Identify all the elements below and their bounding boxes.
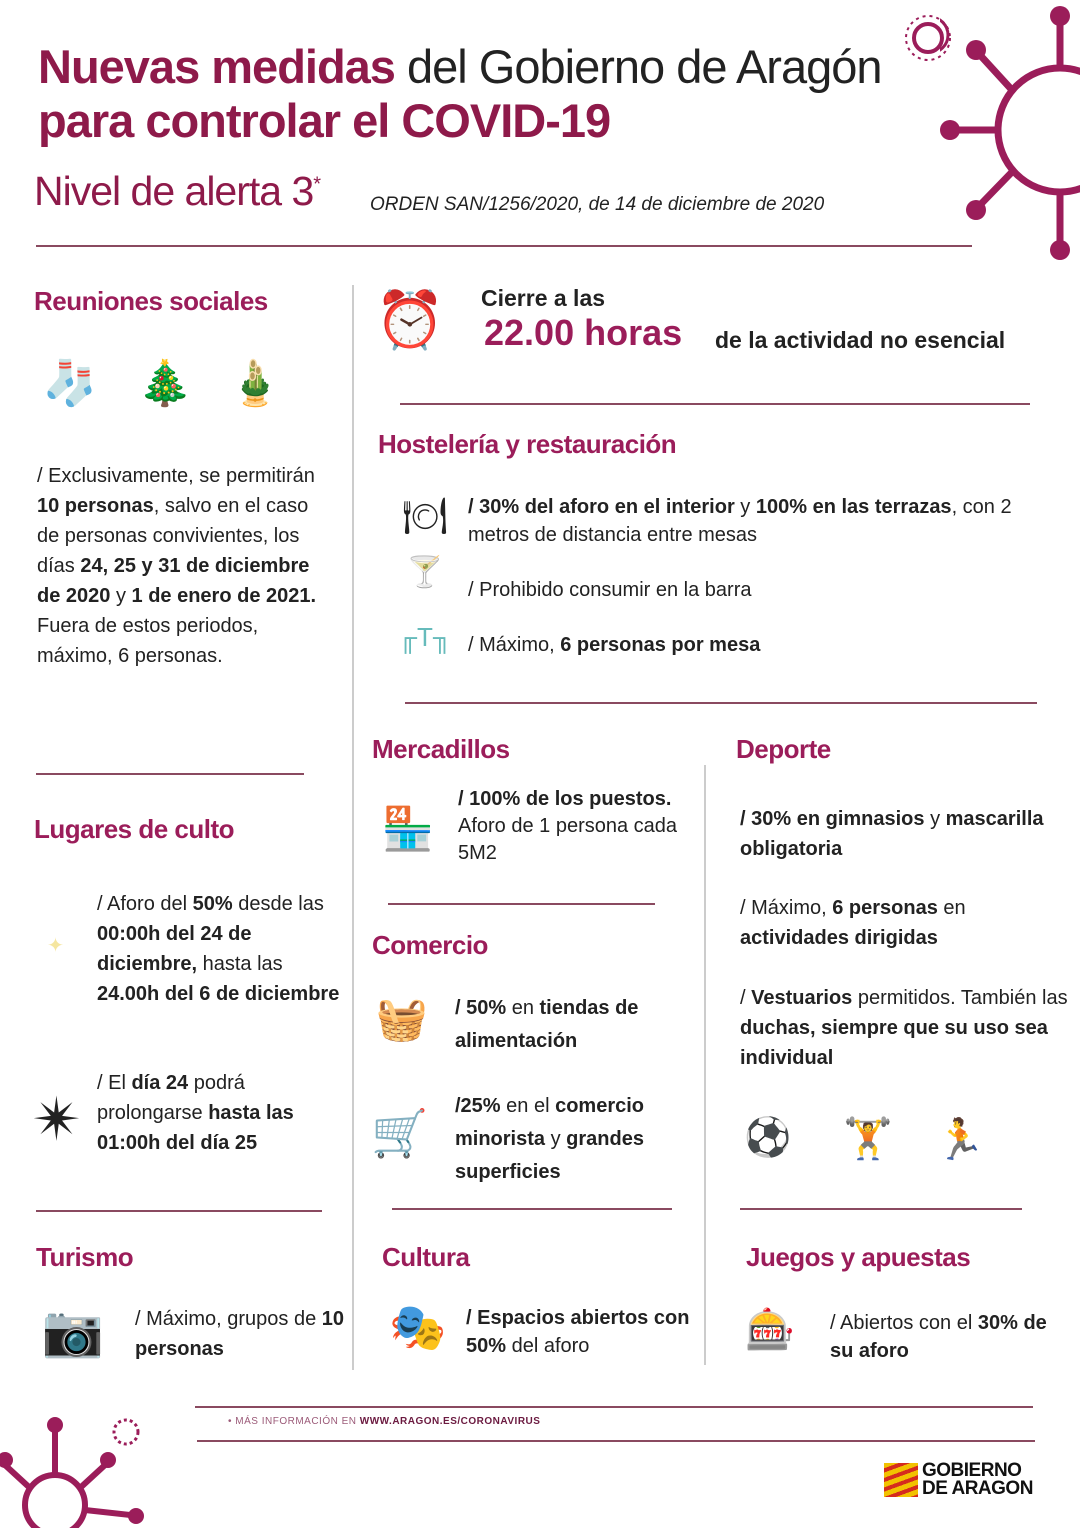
text-segment: duchas, siempre que su uso sea individual bbox=[740, 1017, 1048, 1069]
alarm-clock-icon: ⏰ bbox=[375, 288, 445, 351]
text-segment: 24, 25 y 31 de diciembre de 2020 bbox=[37, 555, 310, 607]
text-segment: permitidos. También las bbox=[852, 987, 1068, 1009]
text-segment: / Máximo, bbox=[740, 897, 833, 919]
culto-item-1 bbox=[97, 889, 347, 1009]
text-segment: en bbox=[506, 997, 540, 1019]
virus-decoration-bottom-icon bbox=[0, 1410, 160, 1528]
turismo-text bbox=[135, 1304, 345, 1364]
text-segment: del aforo bbox=[506, 1335, 590, 1357]
heading-juegos-apuestas: Juegos y apuestas bbox=[746, 1242, 971, 1272]
text-segment: y bbox=[924, 808, 946, 830]
text-segment: hasta las 01:00h del día 25 bbox=[97, 1102, 294, 1154]
more-info bbox=[228, 1416, 540, 1427]
cultura-text bbox=[466, 1304, 696, 1360]
mercadillos-text bbox=[458, 786, 688, 867]
text-segment: / El bbox=[97, 1072, 132, 1094]
more-info-link[interactable]: WWW.ARAGON.ES/CORONAVIRUS bbox=[359, 1416, 541, 1427]
reuniones-text bbox=[37, 461, 327, 671]
soccer-ball-icon: ⚽ bbox=[744, 1117, 792, 1159]
text-segment: / 30% del aforo en el interior bbox=[468, 496, 735, 518]
text-segment: / Espacios abiertos con 50% bbox=[466, 1307, 690, 1357]
text-segment: 00:00h del 24 de diciembre, bbox=[97, 923, 252, 975]
heading-turismo: Turismo bbox=[36, 1242, 134, 1272]
juegos-text bbox=[830, 1309, 1060, 1365]
text-segment: / Abiertos con el bbox=[830, 1312, 978, 1334]
text-segment: / bbox=[740, 987, 752, 1009]
logo-line-1: GOBIERNO bbox=[922, 1460, 1022, 1481]
text-segment: día 24 bbox=[131, 1072, 189, 1094]
text-segment: comercio minorista bbox=[455, 1095, 645, 1150]
text-segment: 24.00h del 6 de diciembre bbox=[97, 983, 340, 1005]
text-segment: 30% de su aforo bbox=[830, 1312, 1047, 1362]
text-segment: / 50% bbox=[455, 997, 507, 1019]
runner-icon: 🏃 bbox=[935, 1117, 985, 1162]
gobierno-aragon-logo bbox=[884, 1462, 1033, 1498]
heading-hosteleria: Hostelería y restauración bbox=[378, 429, 677, 459]
deporte-item-1 bbox=[740, 804, 1060, 864]
divider bbox=[36, 1210, 322, 1212]
text-segment: del Gobierno de Aragón bbox=[394, 40, 882, 93]
grocery-basket-icon: 🧺 bbox=[375, 994, 429, 1042]
text-segment: hasta las bbox=[197, 953, 283, 975]
text-segment: y bbox=[110, 585, 132, 607]
divider bbox=[405, 702, 1037, 704]
theater-masks-icon: 🎭 bbox=[389, 1301, 447, 1353]
text-segment: tiendas de alimentación bbox=[455, 997, 639, 1052]
deporte-item-2 bbox=[740, 893, 1060, 953]
text-segment: mascarilla obligatoria bbox=[740, 808, 1044, 860]
heading-lugares-de-culto: Lugares de culto bbox=[34, 814, 235, 844]
closing-pre: Cierre a las bbox=[481, 285, 606, 311]
divider bbox=[388, 903, 655, 905]
text-segment: / 30% en gimnasios bbox=[740, 808, 925, 830]
closing-post: de la actividad no esencial bbox=[715, 327, 1006, 353]
divider bbox=[740, 1208, 1022, 1210]
deporte-item-3 bbox=[740, 983, 1070, 1073]
text-segment: actividades dirigidas bbox=[740, 927, 938, 949]
christmas-stocking-icon: 🧦 bbox=[42, 358, 98, 408]
star-icon: ✴ bbox=[31, 1086, 83, 1153]
text-segment: y bbox=[545, 1128, 567, 1150]
divider bbox=[392, 1208, 672, 1210]
culto-item-2 bbox=[97, 1068, 337, 1158]
text-segment: desde las bbox=[232, 893, 324, 915]
more-info-label: • MÁS INFORMACIÓN EN bbox=[228, 1416, 360, 1427]
heading-comercio: Comercio bbox=[372, 930, 488, 960]
divider bbox=[197, 1440, 1035, 1442]
text-segment: /25% bbox=[455, 1095, 501, 1117]
christmas-tree-icon: 🎄 bbox=[137, 358, 193, 408]
text-segment: en el bbox=[500, 1095, 556, 1117]
virus-decoration-icon bbox=[940, 0, 1080, 260]
comercio-item-1 bbox=[455, 992, 695, 1058]
text-segment: podrá prolongarse bbox=[97, 1072, 245, 1124]
alert-level-text: Nivel de alerta 3 bbox=[34, 168, 314, 214]
text-segment: / 100% de los puestos. bbox=[458, 788, 672, 810]
comercio-item-2 bbox=[455, 1090, 700, 1189]
text-segment: 10 personas bbox=[135, 1308, 344, 1360]
heading-deporte: Deporte bbox=[736, 734, 831, 764]
divider bbox=[36, 773, 304, 775]
text-segment: / Aforo del bbox=[97, 893, 193, 915]
divider bbox=[195, 1406, 1033, 1408]
page-title bbox=[38, 40, 918, 148]
weightlifter-icon: 🏋 bbox=[843, 1116, 893, 1161]
text-segment: Fuera de estos periodos, máximo, 6 personas. bbox=[37, 615, 259, 667]
text-segment: Vestuarios bbox=[751, 987, 853, 1009]
text-segment: Nuevas medidas bbox=[38, 40, 395, 93]
camera-icon: 📷 bbox=[41, 1302, 105, 1359]
shopping-cart-icon: 🛒 bbox=[371, 1106, 429, 1159]
order-reference: ORDEN SAN/1256/2020, de 14 de diciembre de 2020 bbox=[370, 194, 825, 215]
market-stall-icon: 🏪 bbox=[381, 804, 435, 852]
logo-line-2: DE ARAGON bbox=[922, 1478, 1033, 1499]
hosteleria-item-1 bbox=[468, 493, 1038, 549]
column-divider bbox=[704, 765, 706, 1365]
text-segment: 6 personas bbox=[832, 897, 938, 919]
text-segment: grandes superficies bbox=[455, 1128, 644, 1183]
heading-cultura: Cultura bbox=[382, 1242, 470, 1272]
heading-reuniones-sociales: Reuniones sociales bbox=[34, 286, 268, 316]
heading-mercadillos: Mercadillos bbox=[372, 734, 510, 764]
table-chairs-icon: ╓T╖ bbox=[398, 621, 452, 652]
alert-asterisk: * bbox=[313, 173, 321, 196]
text-segment: y bbox=[734, 496, 756, 518]
divider bbox=[36, 245, 972, 247]
alert-level bbox=[34, 168, 320, 215]
text-segment: / Prohibido consumir en la barra bbox=[468, 579, 752, 601]
cocktail-icon: 🍸 bbox=[406, 556, 444, 589]
text-segment: / Máximo, bbox=[468, 634, 561, 656]
sparkle-icon: ✦ bbox=[47, 934, 64, 957]
hosteleria-item-3 bbox=[468, 630, 1028, 660]
text-segment: / Máximo, grupos de bbox=[135, 1308, 322, 1330]
text-segment: / Exclusivamente, se permitirán bbox=[37, 465, 315, 487]
text-segment: 50% bbox=[192, 893, 233, 915]
text-segment: , salvo en el caso de personas convivientes, los días bbox=[37, 495, 309, 577]
cloche-icon: 🍽 bbox=[402, 494, 448, 536]
text-segment: 100% en las terrazas bbox=[755, 496, 952, 518]
closing-time: 22.00 horas bbox=[484, 312, 683, 353]
column-divider bbox=[352, 285, 354, 1370]
text-segment: en bbox=[937, 897, 966, 919]
hosteleria-item-2 bbox=[468, 575, 1028, 605]
casino-chips-icon: 🎰 bbox=[745, 1307, 795, 1352]
divider bbox=[400, 403, 1030, 405]
text-segment: 1 de enero de 2021. bbox=[131, 585, 317, 607]
text-segment: , con 2 metros de distancia entre mesas bbox=[468, 496, 1012, 546]
text-segment: 6 personas por mesa bbox=[560, 634, 761, 656]
christmas-ornaments-icon: 🎍 bbox=[227, 358, 283, 408]
text-segment: Aforo de 1 persona cada 5M2 bbox=[458, 815, 678, 864]
aragon-flag-icon bbox=[884, 1463, 918, 1497]
text-segment: para controlar el COVID-19 bbox=[38, 94, 611, 147]
text-segment: 10 personas bbox=[37, 495, 154, 517]
